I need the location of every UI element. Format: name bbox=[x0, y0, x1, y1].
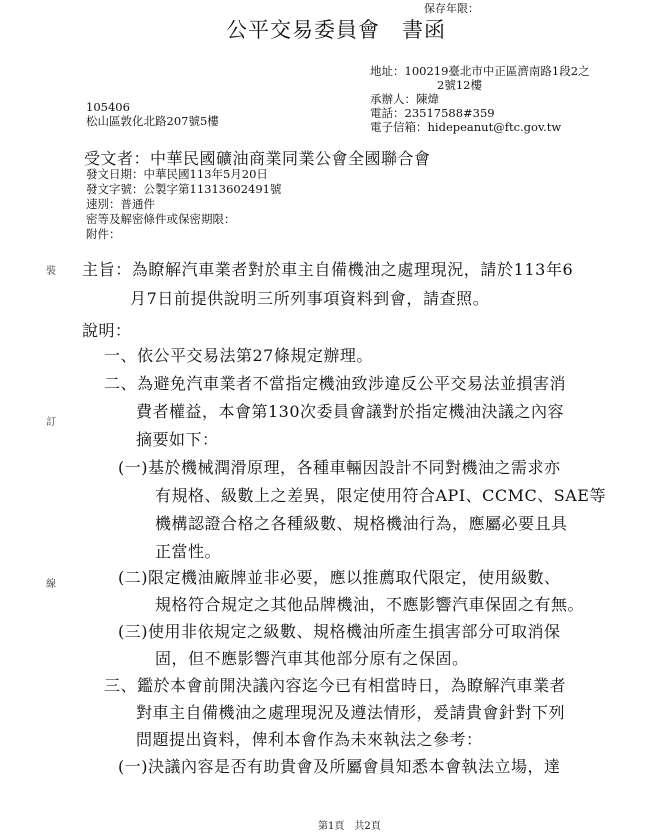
body-line: 一、依公平交易法第27條規定辦理。 bbox=[104, 346, 373, 365]
body-line: 正當性。 bbox=[155, 542, 222, 561]
security-level: 密等及解密條件或保密期限： bbox=[86, 212, 236, 226]
speed: 速別：普通件 bbox=[86, 197, 155, 211]
body-line: 有規格、級數上之差異，限定使用符合API、CCMC、SAE等 bbox=[155, 486, 606, 505]
page-number: 第1頁 共2頁 bbox=[318, 821, 381, 832]
meta-block bbox=[86, 167, 281, 242]
explanation-heading: 說明： bbox=[82, 321, 132, 340]
body-line: (一)決議內容是否有助貴會及所屬會員知悉本會執法立場，達 bbox=[118, 757, 561, 776]
subject bbox=[82, 255, 573, 313]
body-line: 問題提出資料，俾利本會作為未來執法之參考： bbox=[136, 730, 483, 749]
email: 電子信箱：hidepeanut@ftc.gov.tw bbox=[370, 120, 562, 134]
recipient: 受文者：中華民國礦油商業同業公會全國聯合會 bbox=[84, 149, 431, 168]
binding-mark: 裝 bbox=[46, 266, 56, 277]
postal-address: 松山區敦化北路207號5樓 bbox=[86, 114, 219, 128]
issue-date: 發文日期：中華民國113年5月20日 bbox=[86, 167, 268, 181]
binding-mark: 線 bbox=[46, 579, 56, 590]
subject-line: 月7日前提供說明三所列事項資料到會，請查照。 bbox=[130, 289, 490, 308]
body-line: (三)使用非依規定之級數、規格機油所產生損害部分可取消保 bbox=[118, 622, 561, 641]
issue-number: 發文字號：公製字第11313602491號 bbox=[86, 182, 282, 196]
phone: 電話：23517588#359 bbox=[370, 106, 495, 120]
document-type: 書函 bbox=[402, 18, 446, 42]
body-line: (一)基於機械潤滑原理，各種車輛因設計不同對機油之需求亦 bbox=[118, 458, 561, 477]
body-line: 規格符合規定之其他品牌機油，不應影響汽車保固之有無。 bbox=[155, 595, 585, 614]
body-line: (二)限定機油廠牌並非必要，應以推薦取代限定，使用級數、 bbox=[118, 568, 561, 587]
postal-code: 105406 bbox=[86, 100, 130, 114]
address-line-2: 2號12樓 bbox=[437, 78, 482, 92]
body-line: 費者權益，本會第130次委員會議對於指定機油決議之內容 bbox=[136, 402, 565, 421]
retention-period: 保存年限： bbox=[424, 2, 479, 15]
address-line-1: 地址：100219臺北市中正區濟南路1段2之 bbox=[370, 64, 590, 78]
handler: 承辦人：陳煒 bbox=[370, 92, 439, 106]
subject-line: 主旨：為瞭解汽車業者對於車主自備機油之處理現況，請於113年6 bbox=[82, 260, 574, 279]
body-line: 對車主自備機油之處理現況及遵法情形，爰請貴會針對下列 bbox=[136, 703, 566, 722]
body-line: 固，但不應影響汽車其他部分原有之保固。 bbox=[155, 649, 469, 668]
binding-mark: 訂 bbox=[46, 417, 56, 428]
agency-name: 公平交易委員會 bbox=[226, 18, 380, 42]
body-line: 摘要如下： bbox=[136, 430, 219, 449]
contact-block bbox=[370, 64, 590, 134]
body-line: 機構認證合格之各種級數、規格機油行為，應屬必要且具 bbox=[155, 514, 568, 533]
body-line: 二、為避免汽車業者不當指定機油致涉違反公平交易法並損害消 bbox=[104, 374, 567, 393]
body-line: 三、鑑於本會前開決議內容迄今已有相當時日，為瞭解汽車業者 bbox=[104, 676, 567, 695]
page-title bbox=[226, 14, 446, 44]
attachment: 附件： bbox=[86, 227, 121, 241]
postal-block bbox=[86, 100, 219, 128]
